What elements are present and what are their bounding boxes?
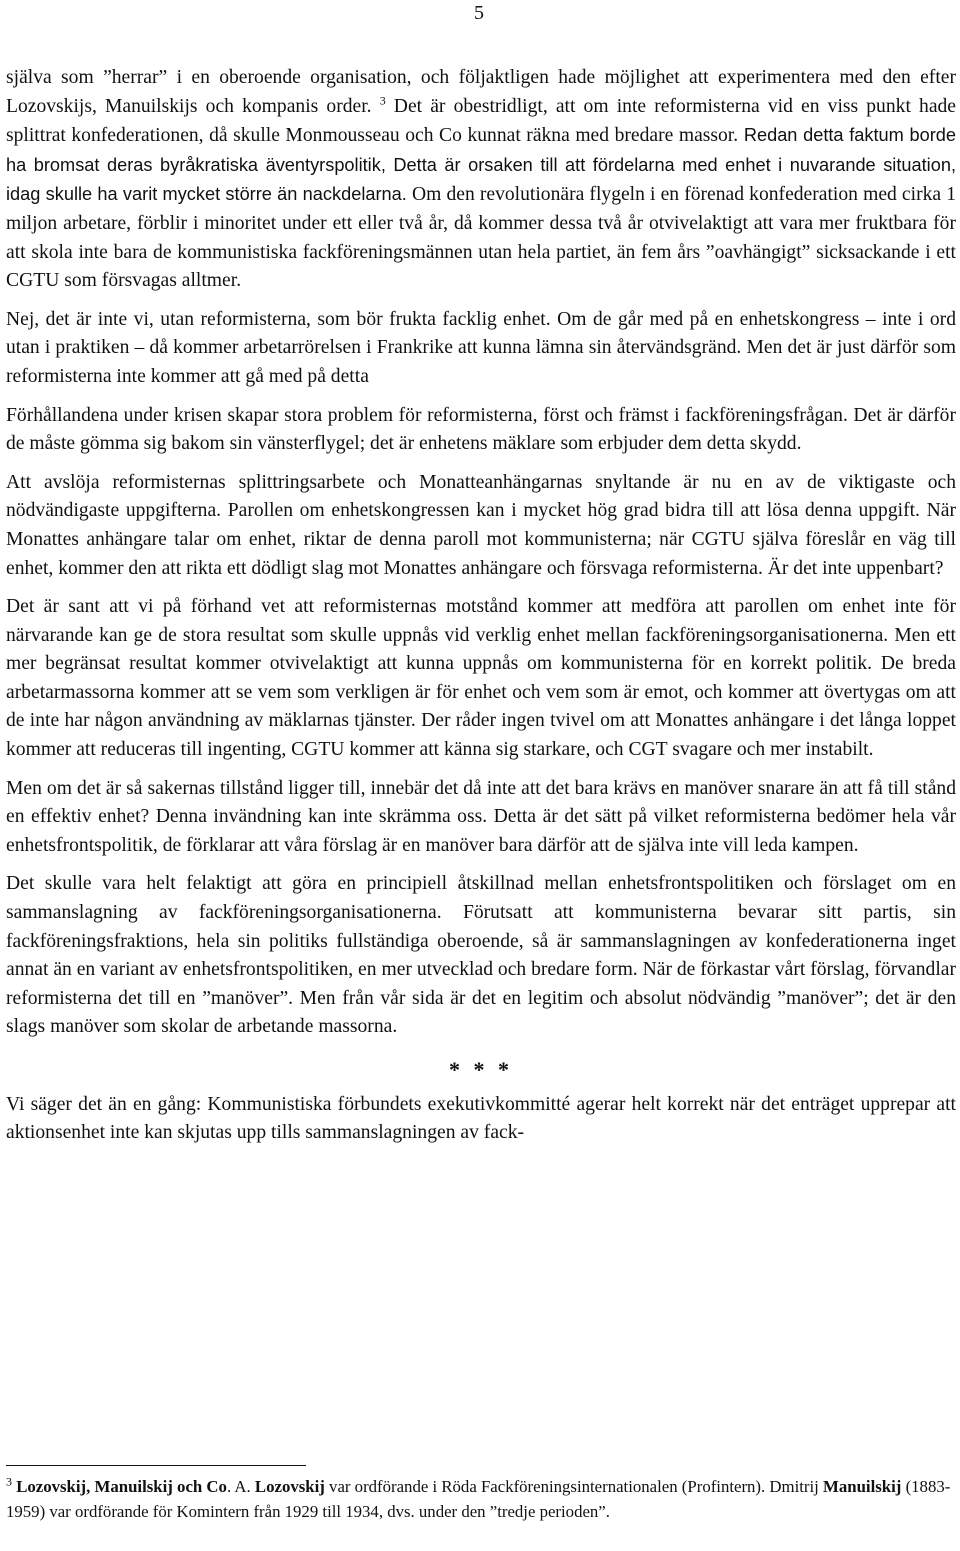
footnote-divider — [6, 1465, 306, 1466]
paragraph-3: Förhållandena under krisen skapar stora problem för reformisterna, först och främst i fackföreningsfrågan. Det är därför de måste gömma sig bakom sin vänsterflygel; det är enhetens mäklare som erbjuder dem detta skydd. — [6, 404, 956, 455]
paragraph-1-text-tail: Om den revolutionära flygeln i en förenad konfederation med cirka 1 miljon arbetare, förblir i minoritet under ett eller två år, då kommer dessa två år otvivelaktigt att vara mer fruktbara för att skola inte bara de kommunistiska fackföreningsmännen utan hela partiet, än fem års ”oavhängigt” sicksackande i ett CGTU som försvagas alltmer. — [6, 184, 956, 292]
paragraph-1-text-sans: Redan detta faktum borde ha bromsat deras byråkratiska äventyrspolitik, Detta är orsaken till att fördelarna med enhet i nuvarande situation, idag skulle ha varit mycket större än nackdelarna. — [6, 125, 956, 205]
page-number: 5 — [474, 2, 484, 24]
paragraph-1-text-a: själva som ”herrar” i en oberoende organisation, och följaktligen hade möjlighet att experimentera med den efter Lozovskijs, Manuilskijs och kompanis order. — [6, 67, 956, 117]
paragraph-6: Men om det är så sakernas tillstånd ligger till, innebär det då inte att det bara krävs en manöver snarare än att få till stånd en effektiv enhet? Denna invändning kan inte skrämma oss. Detta är det sätt på vilket reformisterna bedömer hela vår enhetsfrontspolitik, de förklarar att våra förslag är en manöver bara därför att de själva inte vill leda kampen. — [6, 777, 956, 856]
footnote — [6, 1475, 956, 1524]
footnote-bold-lozovskij: Lozovskij — [254, 1477, 325, 1496]
paragraph-8: Vi säger det än en gång: Kommunistiska förbundets exekutivkommitté agerar helt korrekt när det enträget upprepar att aktionsenhet inte kan skjutas upp tills sammanslagningen av fack- — [6, 1093, 956, 1144]
footnote-bold-manuilskij: Manuilskij — [823, 1477, 902, 1496]
footnote-reference[interactable]: 3 — [379, 93, 386, 108]
footnote-bold-names: Lozovskij, Manuilskij och Co — [16, 1477, 227, 1496]
footnote-text-3: (1883-1959) var ordförande för Komintern från 1929 till 1934, dvs. under den ”tredje perioden”. — [6, 1477, 951, 1521]
body-text — [6, 64, 956, 1158]
paragraph-2: Nej, det är inte vi, utan reformisterna, som bör frukta facklig enhet. Om de går med på en enhetskongress – inte i ord utan i praktiken – då kommer arbetarrörelsen i Frankrike att kunna lämna sin återvändsgränd. Men det är just därför som reformisterna inte kommer att gå med på detta — [6, 308, 956, 387]
paragraph-7: Det skulle vara helt felaktigt att göra en principiell åtskillnad mellan enhetsfrontspolitiken och förslaget om en sammanslagning av fackföreningsorganisationerna. Förutsatt att kommunisterna bevarar sitt partis, sin fackföreningsfraktions, hela sin politiks fullständiga oberoende, så är sammanslagningen av konfederationerna inget annat än en variant av enhetsfrontspolitiken, en mer utvecklad och bredare form. När de förkastar vårt förslag, förvandlar reformisterna det till en ”manöver”. Men från vår sida är det en legitim och absolut nödvändig ”manöver”; det är den slags manöver som skolar de arbetande massorna. — [6, 873, 956, 1038]
paragraph-4: Att avslöja reformisternas splittringsarbete och Monatteanhängarnas snyltande är nu en av de viktigaste och nödvändigaste uppgifterna. Parollen om enhetskongressen kan i mycket hög grad bidra till att lösa denna uppgift. När Monattes anhängare talar om enhet, riktar de denna paroll mot kommunisterna; när CGTU själva föreslår en väg till enhet, kommer den att rikta ett dödligt slag mot Monattes anhängare och försvaga reformisterna. Är det inte uppenbart? — [6, 471, 956, 579]
paragraph-1-text-b: Det är obestridligt, att om inte reformisterna vid en viss punkt hade splittrat konfederationen, då skulle Monmousseau och Co kunnat räkna med bredare massor. — [6, 95, 957, 147]
section-separator: * * * — [449, 1057, 513, 1082]
paragraph-5: Det är sant att vi på förhand vet att reformisternas motstånd kommer att medföra att parollen om enhet inte för närvarande kan ge de stora resultat som skulle uppnås vid verklig enhet mellan fackföreningsorganisationerna. Men ett mer begränsat resultat kommer otvivelaktigt att kunna uppnås om kommunisterna för en korrekt politik. De breda arbetarmassorna kommer att se vem som verkligen är för enhet och vem som är emot, och kommer att övertygas om att de inte har någon användning av mäklarnas tjänster. Der råder ingen tvivel om att Monattes anhängare i det långa loppet kommer att reduceras till ingenting, CGTU kommer att känna sig starkare, och CGT svagare och mer instabilt. — [6, 596, 956, 761]
paragraph-1 — [6, 64, 956, 296]
footnote-marker: 3 — [6, 1474, 12, 1489]
footnote-text-1: . A. — [226, 1477, 255, 1496]
footnote-text-2: var ordförande i Röda Fackföreningsinternationalen (Profintern). Dmitrij — [324, 1477, 824, 1496]
